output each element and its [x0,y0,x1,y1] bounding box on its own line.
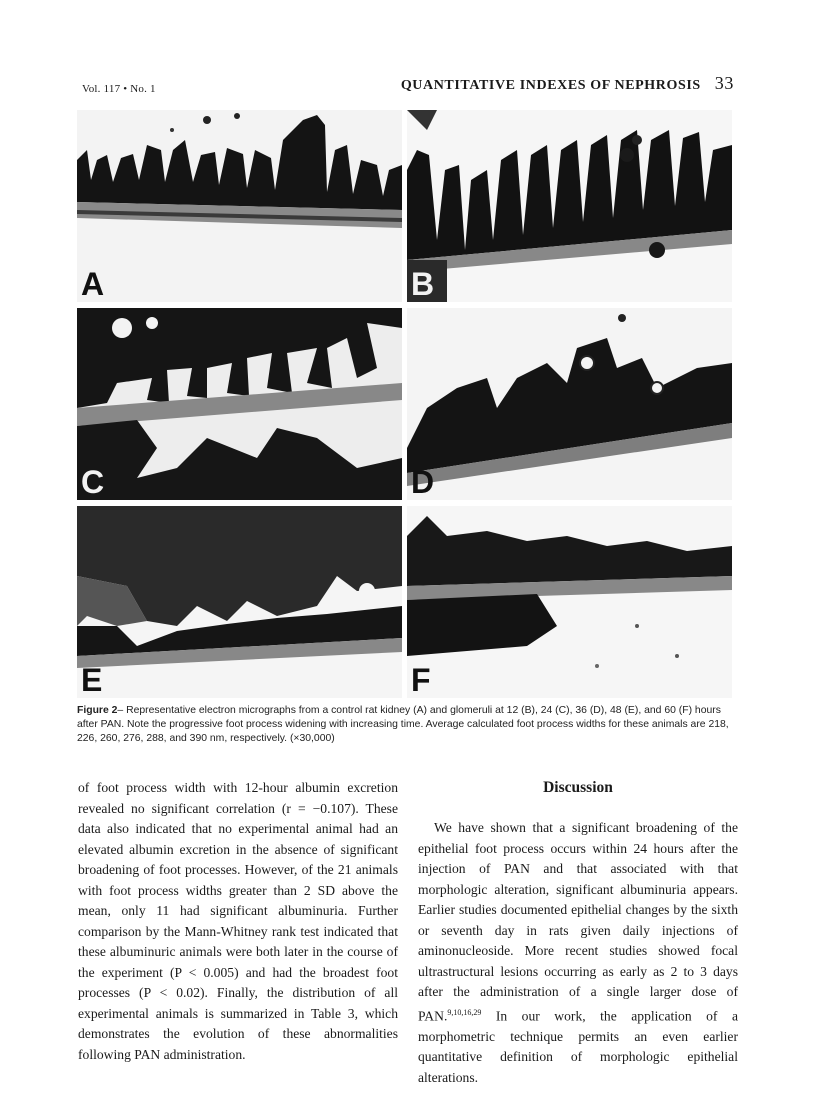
running-title: QUANTITATIVE INDEXES OF NEPHROSIS [400,78,701,93]
micrograph-panel-b [407,110,732,302]
figure-caption [77,704,737,746]
micrograph-panel-d [407,308,732,500]
panel-label-a: A [81,266,105,302]
citation-superscript: 9,10,16,29 [447,1007,482,1017]
micrograph-panel-f [407,506,732,698]
figure-label: Figure 2 [77,705,118,716]
journal-volume: Vol. 117 • No. 1 [82,83,156,95]
micrograph-panel-c [77,308,402,500]
panel-label-c: C [81,464,105,500]
micrograph-figure [77,110,732,700]
panel-label-f: F [411,662,431,698]
discussion-text: We have shown that a significant broadening of the epithelial foot process occurs within 24 hours after the injection of PAN and that associated with that morphologic alteration, significant albuminuria appears. Earlier studies documented epithelial changes by the sixth or seventh day in rats given daily injections of aminonucleoside. More recent studies showed focal ultrastructural lesions occurring as early as 2 to 3 days after the administration of a single larger dose of PAN. [418,820,738,1024]
left-column-paragraph: of foot process width with 12-hour albumin excretion revealed no significant correlation (r = −0.107). These data also indicated that no experimental animal had an elevated albumin excretion in the absence of significant broadening of foot processes. However, of the 21 animals with foot process widths greater than 2 SD above the mean, only 11 had significant albuminuria. Further comparison by the Mann-Whitney rank test indicated that these albuminuric animals were both later in the course of the experiment (P < 0.005) and had the broadest foot processes (P < 0.02). Finally, the distribution of all experimental animals is summarized in Table 3, which demonstrates the evolution of these abnormalities following PAN administration. [78,780,398,1062]
page-number: 33 [714,73,734,93]
discussion-text-continued: In our work, the application of a morphometric technique permits an even earlier quantitative definition of morphologic epithelial alterations. [418,1008,738,1085]
discussion-heading: Discussion [543,779,613,796]
right-column [418,779,738,1088]
caption-text: – Representative electron micrographs from a control rat kidney (A) and glomeruli at 12 (B), 24 (C), 36 (D), 48 (E), and 60 (F) hours after PAN. Note the progressive foot process widening with increasing time. Average calculated foot process widths for these animals are 218, 226, 260, 276, 288, and 390 nm, respectively. (×30,000) [77,705,729,744]
running-header [401,73,734,94]
panel-label-b: B [411,266,435,302]
micrograph-panel-e [77,506,402,698]
micrograph-panel-a [77,110,402,302]
discussion-paragraph [418,818,738,1088]
left-column [78,778,398,1065]
panel-label-e: E [81,662,103,698]
panel-label-d: D [411,464,435,500]
